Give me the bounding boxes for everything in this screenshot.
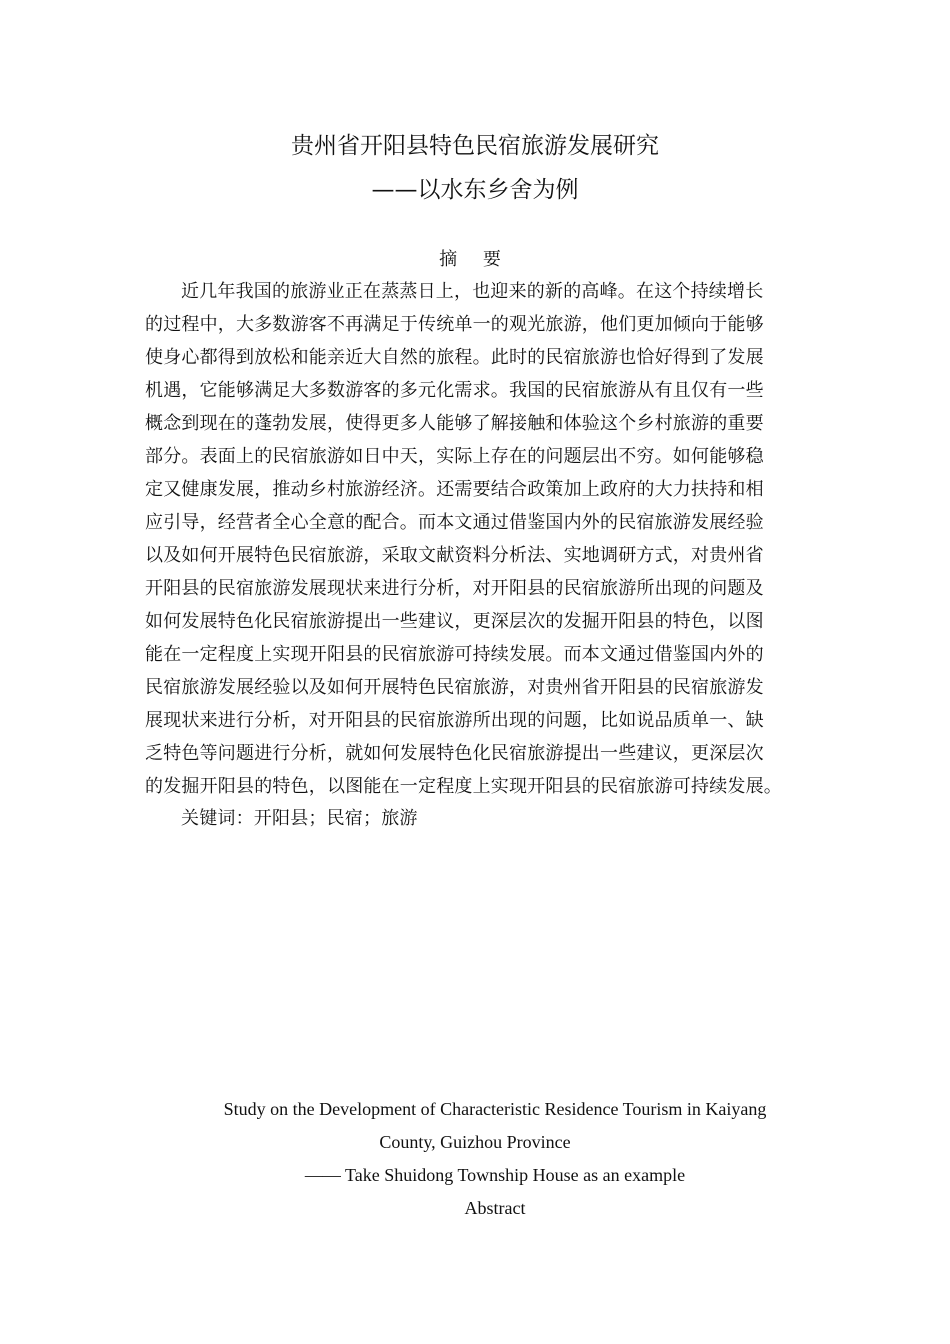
abstract-line: 部分。表面上的民宿旅游如日中天，实际上存在的问题层出不穷。如何能够稳 [145, 446, 764, 467]
abstract-line: 的发掘开阳县的特色，以图能在一定程度上实现开阳县的民宿旅游可持续发展。 [145, 776, 782, 797]
abstract-line: 能在一定程度上实现开阳县的民宿旅游可持续发展。而本文通过借鉴国内外的 [145, 644, 764, 665]
abstract-heading: 摘 要 [439, 249, 511, 270]
abstract-line: 开阳县的民宿旅游发展现状来进行分析，对开阳县的民宿旅游所出现的问题及 [145, 578, 764, 599]
english-abstract-heading: Abstract [464, 1198, 526, 1218]
abstract-line: 以及如何开展特色民宿旅游，采取文献资料分析法、实地调研方式，对贵州省 [145, 545, 764, 566]
english-title-line-1: Study on the Development of Characteristic Residence Tourism in Kaiyang [223, 1099, 767, 1119]
english-subtitle: —— Take Shuidong Township House as an example [304, 1165, 686, 1185]
paper-title: 贵州省开阳县特色民宿旅游发展研究 [291, 133, 659, 159]
abstract-line: 机遇，它能够满足大多数游客的多元化需求。我国的民宿旅游从有且仅有一些 [145, 380, 764, 401]
abstract-line: 民宿旅游发展经验以及如何开展特色民宿旅游，对贵州省开阳县的民宿旅游发 [145, 677, 764, 698]
paper-subtitle: ——以水东乡舍为例 [371, 177, 579, 203]
abstract-line: 的过程中，大多数游客不再满足于传统单一的观光旅游，他们更加倾向于能够 [145, 314, 764, 335]
abstract-line: 如何发展特色化民宿旅游提出一些建议，更深层次的发掘开阳县的特色，以图 [145, 611, 764, 632]
abstract-line: 使身心都得到放松和能亲近大自然的旅程。此时的民宿旅游也恰好得到了发展 [145, 347, 764, 368]
abstract-line: 近几年我国的旅游业正在蒸蒸日上，也迎来的新的高峰。在这个持续增长 [181, 281, 764, 302]
abstract-line: 乏特色等问题进行分析，就如何发展特色化民宿旅游提出一些建议，更深层次 [145, 743, 764, 764]
english-title-line-2: County, Guizhou Province [379, 1132, 571, 1152]
abstract-line: 展现状来进行分析，对开阳县的民宿旅游所出现的问题，比如说品质单一、缺 [145, 710, 764, 731]
abstract-line: 应引导，经营者全心全意的配合。而本文通过借鉴国内外的民宿旅游发展经验 [145, 512, 764, 533]
abstract-line: 概念到现在的蓬勃发展，使得更多人能够了解接触和体验这个乡村旅游的重要 [145, 413, 764, 434]
abstract-line: 定又健康发展，推动乡村旅游经济。还需要结合政策加上政府的大力扶持和相 [145, 479, 764, 500]
keywords: 关键词：开阳县；民宿；旅游 [181, 808, 418, 829]
